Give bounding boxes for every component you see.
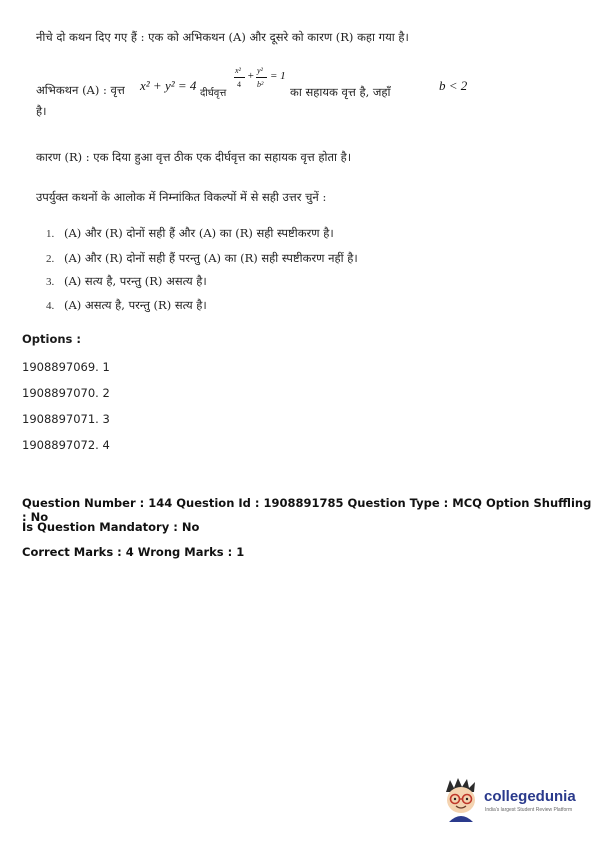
choice-item bbox=[46, 294, 207, 313]
plus-sign: + bbox=[247, 70, 255, 82]
option-item: 1908897072. 4 bbox=[22, 438, 110, 452]
ellipse-rhs: = 1 bbox=[270, 70, 286, 82]
choice-text: (A) असत्य है, परन्तु (R) सत्य है। bbox=[64, 298, 207, 312]
choice-item bbox=[46, 270, 207, 289]
assertion-label: अभिकथन (A) : वृत्त bbox=[36, 83, 125, 97]
brand-tagline: India's largest Student Review Platform bbox=[485, 807, 573, 813]
mascot-icon bbox=[440, 776, 482, 822]
option-item: 1908897070. 2 bbox=[22, 386, 110, 400]
assertion-end: है। bbox=[36, 104, 47, 118]
assertion-block bbox=[36, 64, 566, 118]
mandatory-line: Is Question Mandatory : No bbox=[22, 520, 200, 534]
question-meta-line: Question Number : 144 Question Id : 1908891785 Question Type : MCQ Option Shuffling : No bbox=[22, 496, 592, 524]
marks-line: Correct Marks : 4 Wrong Marks : 1 bbox=[22, 545, 245, 559]
fraction-bar-y bbox=[256, 77, 267, 78]
fraction-bar-x bbox=[234, 77, 245, 78]
ellipse-den-y: b² bbox=[257, 80, 264, 89]
option-item: 1908897069. 1 bbox=[22, 360, 110, 374]
choice-number: 4. bbox=[46, 300, 55, 312]
brand-name: collegedunia bbox=[484, 788, 576, 805]
question-intro: नीचे दो कथन दिए गए हैं : एक को अभिकथन (A) और दूसरे को कारण (R) कहा गया है। bbox=[36, 30, 409, 44]
choice-text: (A) सत्य है, परन्तु (R) असत्य है। bbox=[64, 274, 207, 288]
answer-choices bbox=[46, 222, 546, 322]
collegedunia-logo bbox=[440, 776, 590, 822]
choice-number: 2. bbox=[46, 253, 55, 265]
instruction-text: उपर्युक्त कथनों के आलोक में निम्नांकित विकल्पों में से सही उत्तर चुनें : bbox=[36, 190, 327, 204]
choice-text: (A) और (R) दोनों सही हैं परन्तु (A) का (R) सही स्पष्टीकरण नहीं है। bbox=[64, 251, 358, 265]
option-item: 1908897071. 3 bbox=[22, 412, 110, 426]
reason-statement: कारण (R) : एक दिया हुआ वृत्त ठीक एक दीर्घवृत्त का सहायक वृत्त होता है। bbox=[36, 150, 352, 164]
ellipse-num-x: x² bbox=[235, 66, 241, 75]
ellipse-num-y: y² bbox=[257, 66, 263, 75]
choice-item bbox=[46, 222, 334, 241]
assertion-mid: दीर्घवृत्त bbox=[200, 88, 227, 99]
options-title: Options : bbox=[22, 332, 81, 346]
assertion-condition: b < 2 bbox=[439, 78, 468, 93]
choice-item bbox=[46, 247, 358, 266]
ellipse-den-x: 4 bbox=[237, 80, 241, 89]
assertion-tail: का सहायक वृत्त है, जहाँ bbox=[290, 85, 391, 99]
circle-equation: x² + y² = 4 bbox=[140, 78, 197, 93]
choice-number: 1. bbox=[46, 228, 55, 240]
choice-text: (A) और (R) दोनों सही हैं और (A) का (R) सही स्पष्टीकरण है। bbox=[64, 226, 334, 240]
choice-number: 3. bbox=[46, 276, 55, 288]
